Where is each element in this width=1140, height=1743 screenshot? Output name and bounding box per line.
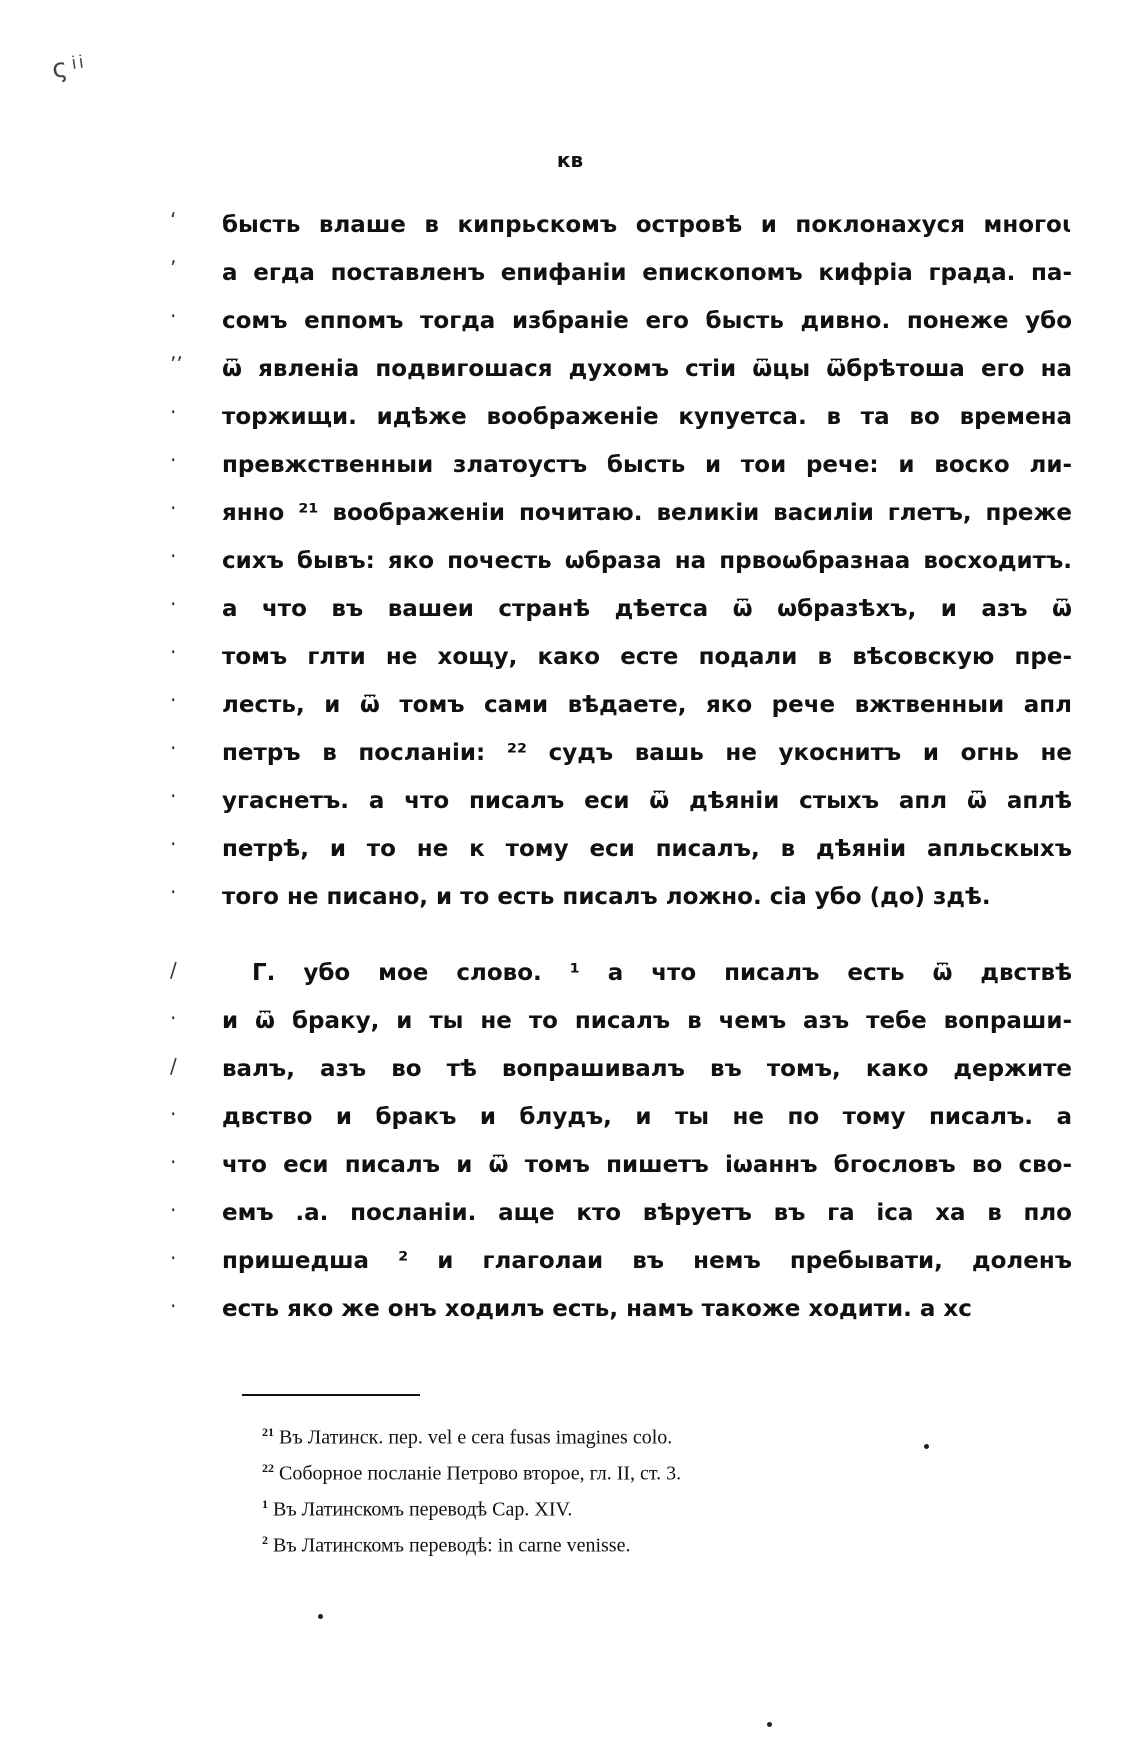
- ink-speck: [924, 1444, 929, 1449]
- text-line: есть яко же онъ ходилъ есть, намъ такоже ходити. а хс: [222, 1296, 972, 1322]
- margin-mark: ·: [170, 1294, 177, 1318]
- text-line: петрѣ, и то не к тому еси писалъ, в дѣянiи апльскыхъ: [222, 836, 1072, 862]
- footnote: [262, 1490, 572, 1524]
- text-line: двство и бракъ и блудъ, и ты не по тому писалъ. а: [222, 1104, 1072, 1130]
- footnote-text: Въ Латинск. пер. vel e cera fusas imagines colo.: [279, 1426, 673, 1449]
- text-line: емъ .а. посланiи. аще кто вѣруетъ въ га іса ха в пло: [222, 1200, 1072, 1226]
- footnote-number: 2: [262, 1533, 268, 1547]
- text-line: лесть, и ѿ томъ сами вѣдаете, яко рече вжтвенныи апл: [222, 692, 1072, 718]
- margin-mark: ‘: [170, 208, 177, 232]
- text-line: что еси писалъ и ѿ томъ пишетъ iѡаннъ бгословъ во сво-: [222, 1152, 1072, 1178]
- footnote: [262, 1418, 672, 1452]
- text-line: торжищи. идѣже воображенiе купуетса. в та во времена: [222, 404, 1072, 430]
- text-line: угаснетъ. а что писалъ еси ѿ дѣянiи стыхъ апл ѿ аплѣ: [222, 788, 1072, 814]
- margin-mark: ·: [170, 1006, 177, 1030]
- margin-mark: ·: [170, 448, 177, 472]
- text-line: бысть влаше в кипрьскомъ островѣ и поклонахуся многоꙇ: [222, 212, 1072, 238]
- margin-mark: ·: [170, 592, 177, 616]
- footnote-text: Въ Латинскомъ переводѣ Cap. XIV.: [273, 1498, 573, 1521]
- margin-mark: ·: [170, 784, 177, 808]
- ink-speck: [318, 1614, 323, 1619]
- footnote: [262, 1526, 630, 1560]
- text-line: петръ в посланiи: ²² судъ вашь не укоснитъ и огнь не: [222, 740, 1072, 766]
- text-line: ѿ явленiа подвигошася духомъ стiи ѿцы ѿбрѣтоша его на: [222, 356, 1072, 382]
- footnote-number: 1: [262, 1497, 268, 1511]
- page-number: кв: [556, 148, 584, 172]
- margin-mark: ·: [170, 1246, 177, 1270]
- margin-mark: ·: [170, 640, 177, 664]
- text-line: пришедша ² и глаголаи въ немъ пребывати, доленъ: [222, 1248, 1072, 1274]
- text-line: янно ²¹ воображенiи почитаю. великiи василiи глетъ, преже: [222, 500, 1072, 526]
- text-line: превжственныи златоустъ бысть и тои рече: и воско ли-: [222, 452, 1072, 478]
- margin-mark: ·: [170, 1102, 177, 1126]
- footnote-text: Соборное посланiе Петрово второе, гл. II, ст. 3.: [279, 1462, 682, 1485]
- margin-mark: ·: [170, 688, 177, 712]
- text-line: того не писано, и то есть писалъ ложно. сiа убо (до) здѣ.: [222, 884, 991, 910]
- margin-mark: ·: [170, 880, 177, 904]
- margin-mark: /: [170, 1054, 177, 1078]
- margin-mark: ·: [170, 400, 177, 424]
- text-line: и ѿ браку, и ты не то писалъ в чемъ азъ тебе вопраши-: [222, 1008, 1072, 1034]
- margin-mark: ʼ: [170, 256, 177, 280]
- text-line: томъ глти не хощу, како есте подали в вѣсовскую пре-: [222, 644, 1072, 670]
- margin-mark: ·: [170, 496, 177, 520]
- margin-mark: ·: [170, 736, 177, 760]
- margin-mark: /: [170, 958, 177, 982]
- text-line: Г. убо мое слово. ¹ а что писалъ есть ѿ двствѣ: [252, 960, 1072, 986]
- ink-speck: [767, 1722, 772, 1727]
- handwritten-corner-mark: ς ͥ ͥ: [50, 51, 84, 85]
- margin-mark: ·: [170, 1198, 177, 1222]
- footnote: [262, 1454, 681, 1488]
- footnote-text: Въ Латинскомъ переводѣ: in carne venisse.: [273, 1534, 631, 1557]
- margin-mark: ·: [170, 304, 177, 328]
- footnote-number: 22: [262, 1461, 274, 1475]
- footnote-number: 21: [262, 1425, 274, 1439]
- margin-mark: ·: [170, 1150, 177, 1174]
- text-line: сихъ бывъ: яко почесть ѡбраза на првоѡбразнаа восходитъ.: [222, 548, 1072, 574]
- footnote-rule: [242, 1394, 420, 1396]
- margin-mark: ʼʼ: [170, 352, 183, 376]
- margin-mark: ·: [170, 832, 177, 856]
- text-line: валъ, азъ во тѣ вопрашивалъ въ томъ, како держите: [222, 1056, 1072, 1082]
- text-line: а егда поставленъ епифанiи епископомъ кифрiа града. па-: [222, 260, 1072, 286]
- text-line: сомъ еппомъ тогда избранiе его бысть дивно. понеже убо: [222, 308, 1072, 334]
- margin-mark: ·: [170, 544, 177, 568]
- text-line: а что въ вашеи странѣ дѣетса ѿ ѡбразѣхъ, и азъ ѿ: [222, 596, 1072, 622]
